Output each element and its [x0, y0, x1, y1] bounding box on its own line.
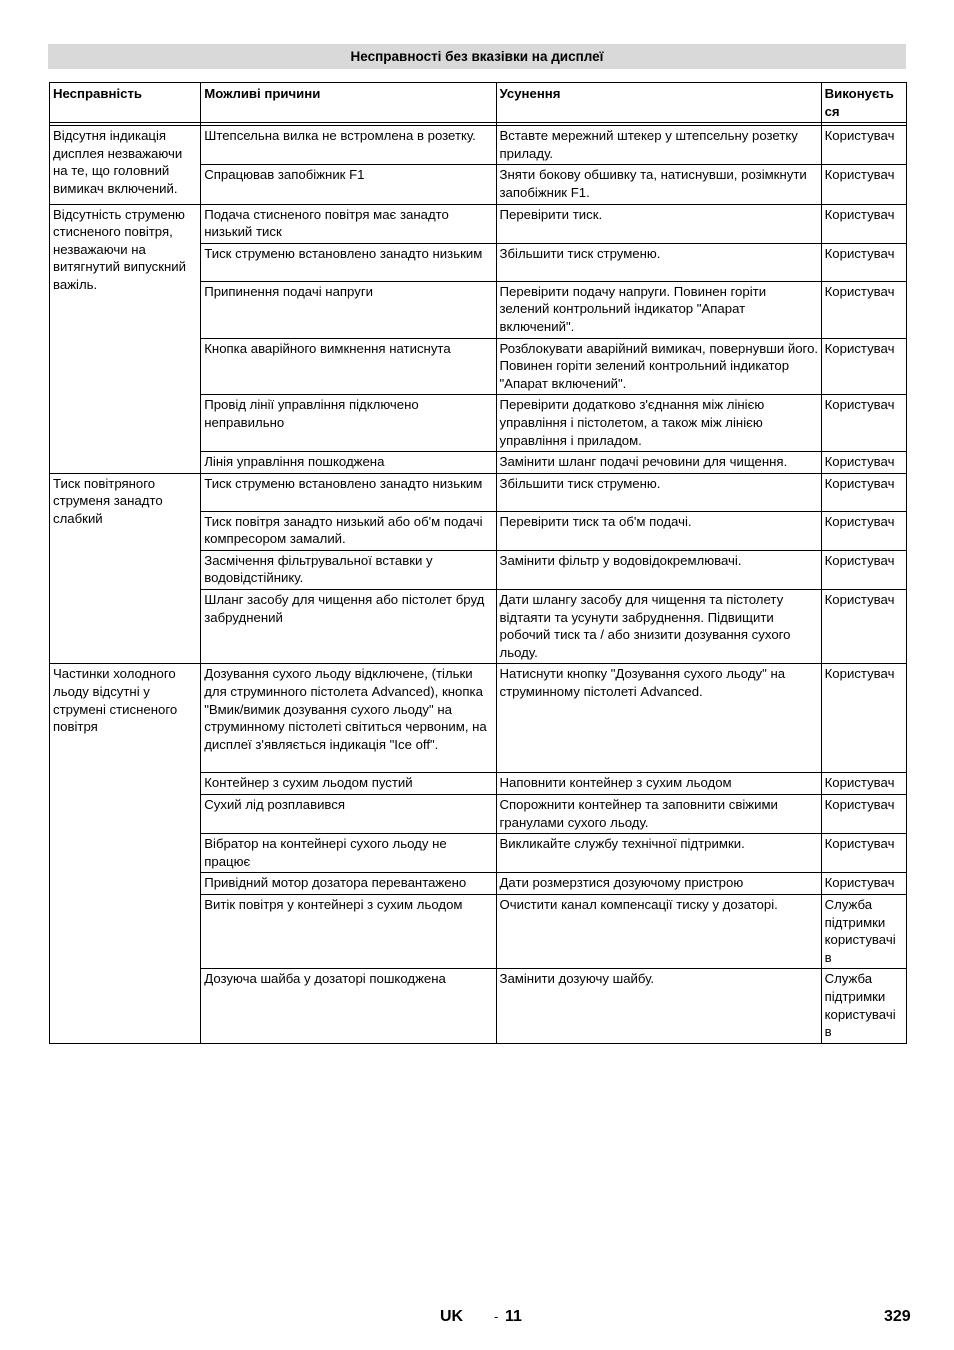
cause-cell: Привідний мотор дозатора перевантажено: [201, 873, 496, 895]
cause-cell: Провід лінії управління підключено неправильно: [201, 395, 496, 452]
table-row: [50, 473, 907, 511]
remedy-cell: Замінити шланг подачі речовини для чищення.: [496, 452, 821, 474]
performer-cell: Користувач: [821, 338, 906, 395]
performer-cell: Служба підтримки користувачі в: [821, 895, 906, 969]
performer-cell: Користувач: [821, 204, 906, 243]
cause-cell: Дозуюча шайба у дозаторі пошкоджена: [201, 969, 496, 1043]
cause-cell: Дозування сухого льоду відключене, (тільки для струминного пістолета Advanced), кнопка "Вмик/вимик дозування сухого льоду" на струминному пістолеті світиться червоним, на дисплеї з'являється індикація "Ice off".: [201, 664, 496, 773]
cause-cell: Витік повітря у контейнері з сухим льодом: [201, 895, 496, 969]
fault-cell: Частинки холодного льоду відсутні у струмені стисненого повітря: [50, 664, 201, 1043]
cause-cell: Тиск струменю встановлено занадто низьким: [201, 243, 496, 281]
remedy-cell: Натиснути кнопку "Дозування сухого льоду" на струминному пістолеті Advanced.: [496, 664, 821, 773]
footer-language-code: UK: [440, 1308, 464, 1325]
cause-cell: Сухий лід розплавився: [201, 795, 496, 834]
remedy-cell: Дати розмерзтися дозуючому пристрою: [496, 873, 821, 895]
footer-separator: -: [494, 1309, 499, 1324]
footer-page-number: 329: [884, 1308, 911, 1325]
remedy-cell: Дати шлангу засобу для чищення та пістолету відтаяти та усунути забруднення. Підвищити робочий тиск та / або знизити дозування сухого льоду.: [496, 590, 821, 664]
cause-cell: Шланг засобу для чищення або пістолет бруд забруднений: [201, 590, 496, 664]
performer-cell: Служба підтримки користувачі в: [821, 969, 906, 1043]
footer-section-page: 11: [505, 1308, 522, 1325]
performer-cell: Користувач: [821, 773, 906, 795]
performer-cell: Користувач: [821, 511, 906, 550]
remedy-cell: Збільшити тиск струменю.: [496, 473, 821, 511]
section-title: Несправності без вказівки на дисплеї: [48, 44, 906, 69]
remedy-cell: Очистити канал компенсації тиску у дозаторі.: [496, 895, 821, 969]
performer-cell: Користувач: [821, 473, 906, 511]
remedy-cell: Перевірити додатково з'єднання між лінією управління і пістолетом, а також між лінією управління і приладом.: [496, 395, 821, 452]
cause-cell: Лінія управління пошкоджена: [201, 452, 496, 474]
remedy-cell: Наповнити контейнер з сухим льодом: [496, 773, 821, 795]
performer-cell: Користувач: [821, 452, 906, 474]
cause-cell: Штепсельна вилка не встромлена в розетку.: [201, 126, 496, 165]
cause-cell: Припинення подачі напруги: [201, 281, 496, 338]
performer-cell: Користувач: [821, 281, 906, 338]
cause-cell: Подача стисненого повітря має занадто низький тиск: [201, 204, 496, 243]
table-row: [50, 204, 907, 243]
cause-cell: Вібратор на контейнері сухого льоду не працює: [201, 834, 496, 873]
remedy-cell: Розблокувати аварійний вимикач, повернувши його. Повинен горіти зелений контрольний індикатор "Апарат включений".: [496, 338, 821, 395]
column-header-remedy: Усунення: [496, 83, 821, 123]
performer-cell: Користувач: [821, 550, 906, 589]
performer-cell: Користувач: [821, 590, 906, 664]
performer-cell: Користувач: [821, 165, 906, 204]
remedy-cell: Перевірити подачу напруги. Повинен горіти зелений контрольний індикатор "Апарат включений".: [496, 281, 821, 338]
performer-cell: Користувач: [821, 126, 906, 165]
remedy-cell: Замінити фільтр у водовідокремлювачі.: [496, 550, 821, 589]
table-header-row: [50, 83, 907, 123]
remedy-cell: Вставте мережний штекер у штепсельну розетку приладу.: [496, 126, 821, 165]
fault-cell: Відсутня індикація дисплея незважаючи на те, що головний вимикач включений.: [50, 126, 201, 204]
table-row: [50, 664, 907, 773]
column-header-fault: Несправність: [50, 83, 201, 123]
cause-cell: Засмічення фільтрувальної вставки у водовідстійнику.: [201, 550, 496, 589]
cause-cell: Контейнер з сухим льодом пустий: [201, 773, 496, 795]
performer-cell: Користувач: [821, 395, 906, 452]
performer-cell: Користувач: [821, 664, 906, 773]
cause-cell: Тиск повітря занадто низький або об'м подачі компресором замалий.: [201, 511, 496, 550]
cause-cell: Кнопка аварійного вимкнення натиснута: [201, 338, 496, 395]
remedy-cell: Перевірити тиск.: [496, 204, 821, 243]
performer-cell: Користувач: [821, 834, 906, 873]
remedy-cell: Зняти бокову обшивку та, натиснувши, розімкнути запобіжник F1.: [496, 165, 821, 204]
troubleshooting-table: [49, 82, 907, 1044]
remedy-cell: Перевірити тиск та об'м подачі.: [496, 511, 821, 550]
performer-cell: Користувач: [821, 795, 906, 834]
remedy-cell: Збільшити тиск струменю.: [496, 243, 821, 281]
table-row: [50, 126, 907, 165]
remedy-cell: Викликайте службу технічної підтримки.: [496, 834, 821, 873]
cause-cell: Спрацював запобіжник F1: [201, 165, 496, 204]
performer-cell: Користувач: [821, 243, 906, 281]
performer-cell: Користувач: [821, 873, 906, 895]
column-header-cause: Можливі причини: [201, 83, 496, 123]
column-header-by: Виконуєть ся: [821, 83, 906, 123]
fault-cell: Тиск повітряного струменя занадто слабкий: [50, 473, 201, 664]
remedy-cell: Замінити дозуючу шайбу.: [496, 969, 821, 1043]
remedy-cell: Спорожнити контейнер та заповнити свіжими гранулами сухого льоду.: [496, 795, 821, 834]
cause-cell: Тиск струменю встановлено занадто низьким: [201, 473, 496, 511]
fault-cell: Відсутність струменю стисненого повітря, незважаючи на витягнутий випускний важіль.: [50, 204, 201, 473]
